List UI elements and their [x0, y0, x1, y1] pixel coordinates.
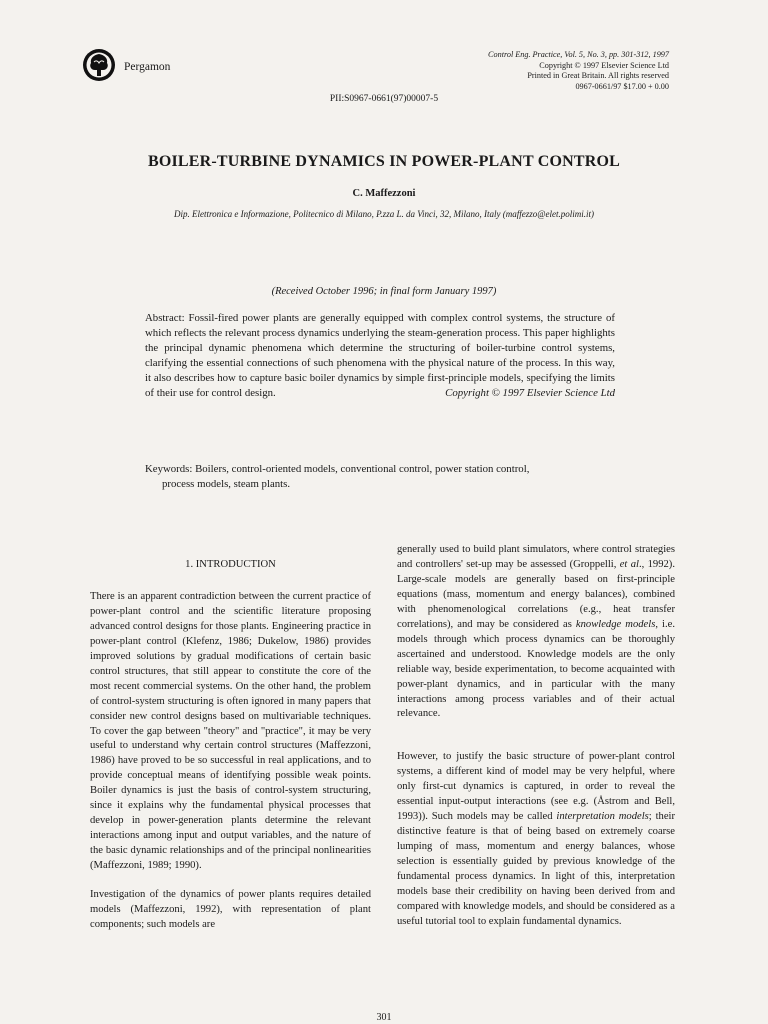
keywords [145, 462, 625, 492]
printed-line: Printed in Great Britain. All rights reserved [527, 71, 669, 80]
left-column [90, 548, 371, 947]
received-dates: (Received October 1996; in final form January 1997) [271, 286, 497, 297]
abstract [145, 311, 615, 401]
price-line: 0967-0661/97 $17.00 + 0.00 [575, 81, 669, 91]
keywords-line-1: Keywords: Boilers, control-oriented models, conventional control, power station control, [145, 463, 530, 475]
pii-identifier: PII:S0967-0661(97)00007-5 [329, 94, 439, 104]
author-affiliation: Dip. Elettronica e Informazione, Politecnico di Milano, P.zza L. da Vinci, 32, Milano, Italy (maffezzo@elet.polimi.it) [173, 209, 595, 219]
keywords-line-2: process models, steam plants. [162, 478, 291, 490]
journal-metadata [409, 50, 669, 92]
paper-title: BOILER-TURBINE DYNAMICS IN POWER-PLANT CONTROL [147, 153, 621, 170]
right-column [397, 543, 675, 944]
copyright-line: Copyright © 1997 Elsevier Science Ltd [539, 60, 669, 70]
right-paragraph-1: generally used to build plant simulators, where control strategies and controllers' set-up may be assessed (Groppelli, et al., 1992). Large-scale models are generally based on first-principle equations (mass, momentum and energy balances), combined with phenomenological correlations (e.g., heat transfer correlations), and may be considered as knowledge models, i.e. models through which process dynamics can be thoroughly ascertained and understood. Knowledge models are the only reliable way, beside experimentation, to become acquainted with power-plant dynamics, and in particular with the many interactions among process variables and of their actual relevance. [397, 544, 675, 720]
publisher-name: Pergamon [124, 61, 171, 73]
page-number: 301 [376, 1012, 392, 1023]
section-heading: 1. INTRODUCTION [185, 559, 276, 570]
author-name: C. Maffezzoni [352, 188, 416, 199]
publisher-logo-block [82, 48, 170, 82]
right-paragraph-2: However, to justify the basic structure of power-plant control systems, a different kind of model may be very helpful, where only first-cut dynamics is captured, in order to reveal the essential input-output interactions (see e.g. (Åstrom and Bell, 1993)). Such models may be called interpretation models; their distinctive feature is that of being based on extremely coarse lumping of mass, momentum and energy balances, whose selection is essentially guided by previous knowledge of the fundamental process dynamics. In light of this, interpretation models base their credibility on having been derived from and compared with knowledge models, and should be considered as a useful tutorial tool to explain fundamental dynamics. [397, 751, 675, 927]
abstract-text: Abstract: Fossil-fired power plants are generally equipped with complex control systems, the structure of which reflects the relevant process dynamics underlying the steam-generation process. This paper highlights the principal dynamic phenomena which determine the structuring of boiler-turbine control systems, clarifying the essential connections of such phenomena with the physical nature of the process. In this way, it also describes how to capture basic boiler dynamics by simple first-principle models, specifying the limits of their use for control design. [145, 312, 615, 399]
intro-paragraph-1: There is an apparent contradiction between the current practice of power-plant control and the scientific literature proposing advanced control designs for those plants. Engineering practice in power-plant control (Klefenz, 1986; Dukelow, 1986) provides improved solutions by gradual modifications of certain basic control structures, that still appear to constitute the core of the most recent commercial systems. On the other hand, the problem of control-system structuring is often ignored in many papers that consider new control designs based on multivariable techniques. To cover the gap between "theory" and "practice", it may be very useful to understand why certain control structures (Maffezzoni, 1986) have proved to be so successful in real applications, and to provide conceptual means of identifying possible weak points. Boiler dynamics is just the basis of control-system structuring, since it explains why the fundamental physical processes that develop in power-generation plants determine the relevant interactions among input and output variables, and the nature of the basic dynamic relationships and of the principal nonlinearities (Maffezzoni, 1989; 1990). [90, 590, 371, 872]
journal-line: Control Eng. Practice, Vol. 5, No. 3, pp. 301-312, 1997 [488, 50, 669, 59]
intro-paragraph-2: Investigation of the dynamics of power plants requires detailed models (Maffezzoni, 1992), with representation of plant components; such models are [90, 889, 371, 930]
pergamon-tree-icon [82, 48, 116, 82]
abstract-copyright: Copyright © 1997 Elsevier Science Ltd [445, 387, 615, 399]
